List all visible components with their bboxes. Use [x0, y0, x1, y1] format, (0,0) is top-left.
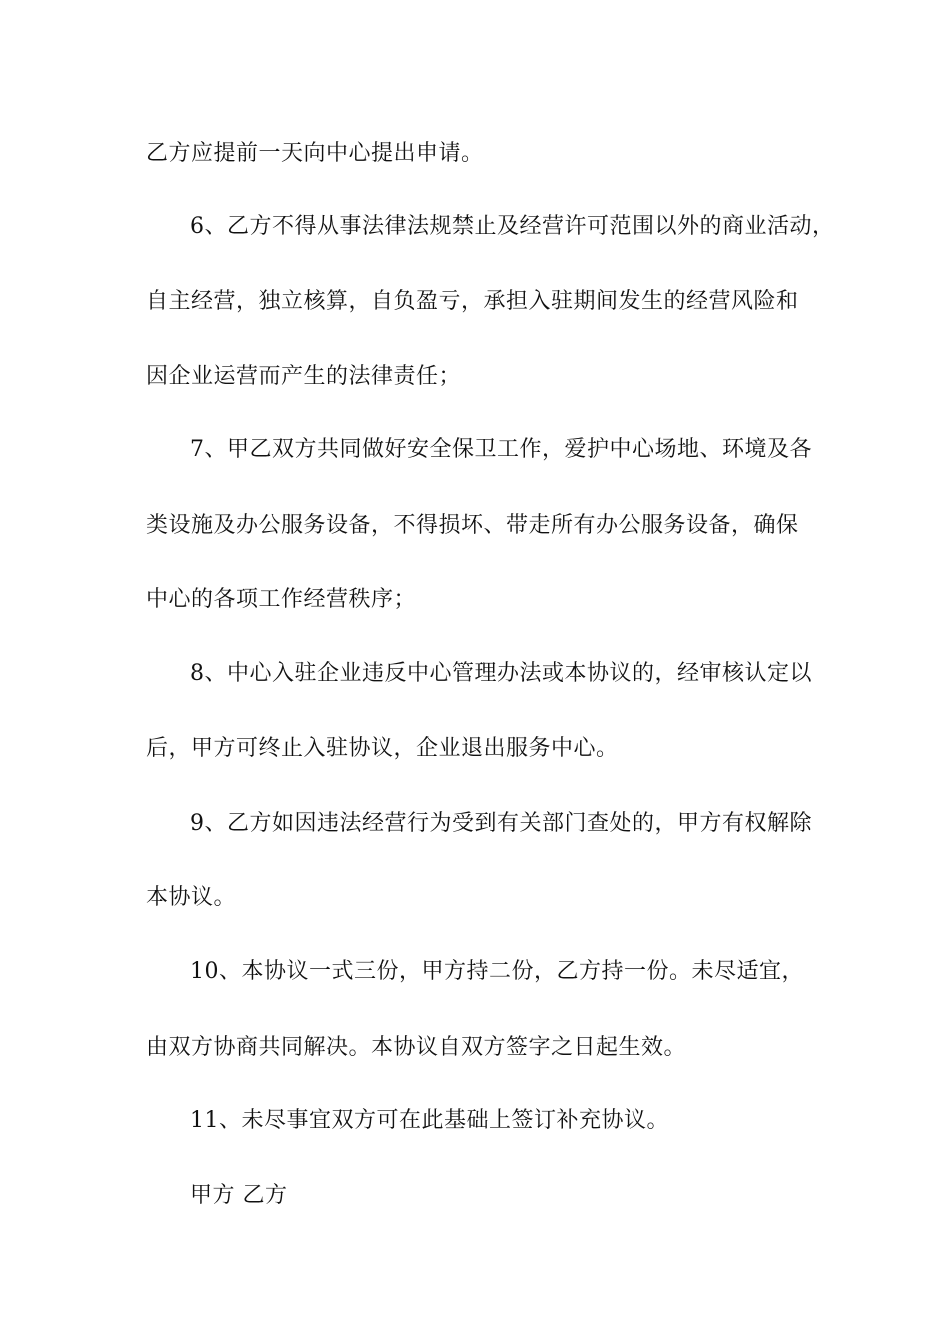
clause-6-line-2: 自主经营，独立核算，自负盈亏，承担入驻期间发生的经营风险和 [146, 289, 799, 314]
clause-10-line-2: 由双方协商共同解决。本协议自双方签字之日起生效。 [146, 1035, 687, 1060]
clause-7-line-3: 中心的各项工作经营秩序； [146, 587, 417, 612]
clause-10-line-1: 10、本协议一式三份，甲方持二份，乙方持一份。未尽适宜， [190, 959, 804, 984]
clause-9-line-1: 9、乙方如因违法经营行为受到有关部门查处的，甲方有权解除 [190, 811, 812, 836]
clause-7-line-2: 类设施及办公服务设备，不得损坏、带走所有办公服务设备，确保 [146, 513, 799, 538]
signature-parties: 甲方 乙方 [190, 1183, 288, 1208]
clause-9-line-2: 本协议。 [146, 885, 237, 910]
clause-6-line-3: 因企业运营而产生的法律责任； [146, 364, 462, 389]
clause-7-line-1: 7、甲乙双方共同做好安全保卫工作，爱护中心场地、环境及各 [190, 437, 812, 462]
text-line-1: 乙方应提前一天向中心提出申请。 [146, 141, 484, 166]
clause-8-line-1: 8、中心入驻企业违反中心管理办法或本协议的，经审核认定以 [190, 661, 812, 686]
clause-8-line-2: 后，甲方可终止入驻协议，企业退出服务中心。 [146, 736, 619, 761]
clause-11-line-1: 11、未尽事宜双方可在此基础上签订补充协议。 [190, 1108, 669, 1133]
clause-6-line-1: 6、乙方不得从事法律法规禁止及经营许可范围以外的商业活动， [190, 214, 835, 239]
